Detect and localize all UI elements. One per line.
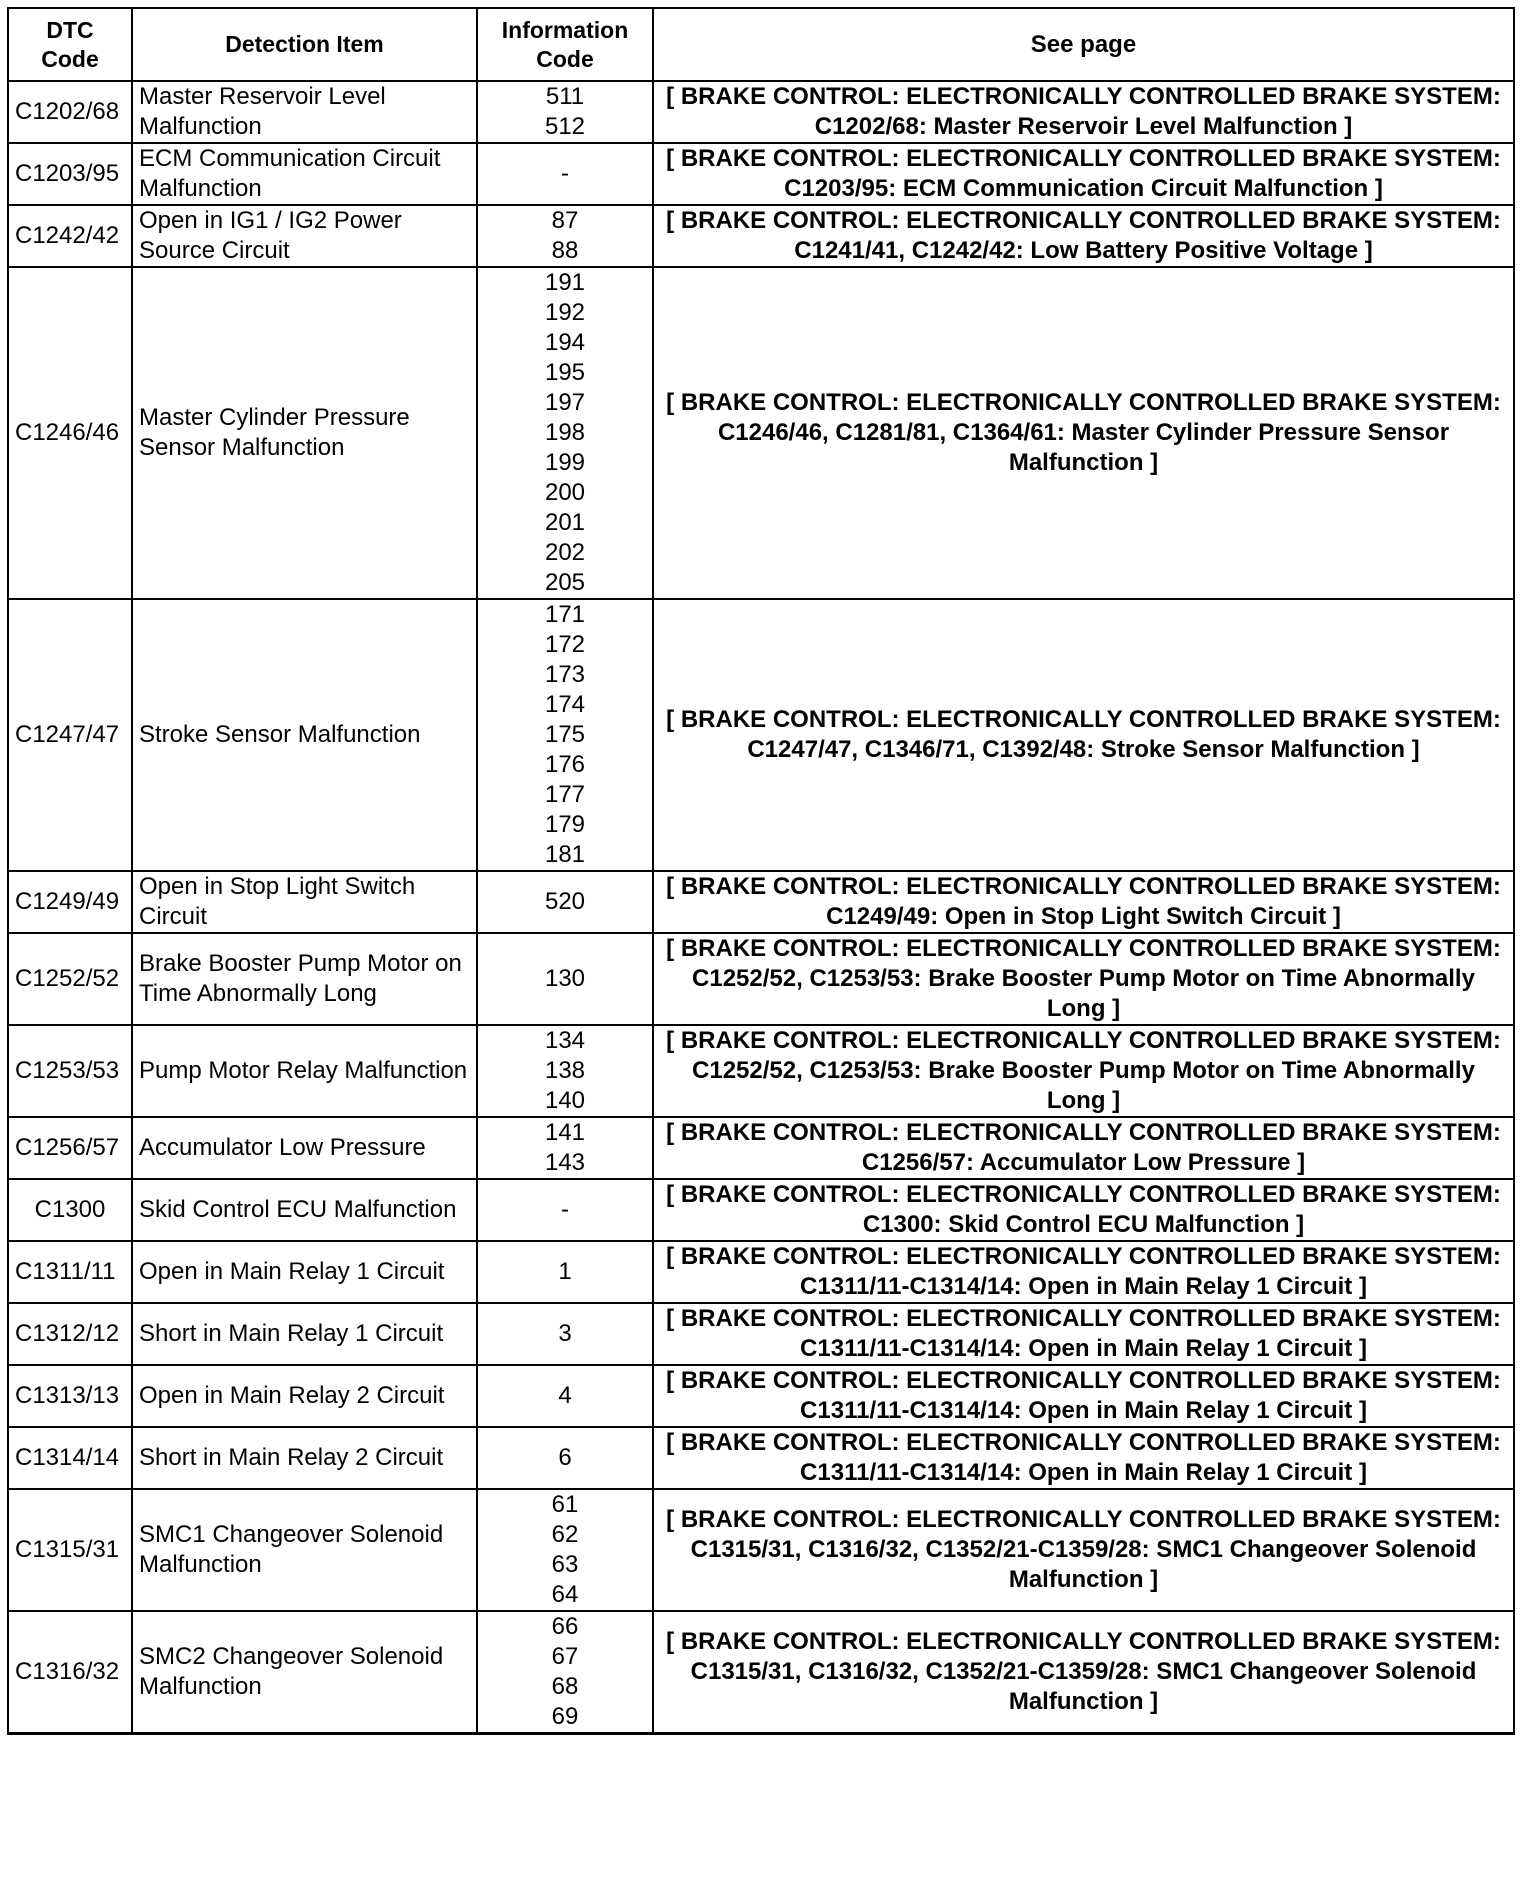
- see-page-cell: [653, 267, 1514, 599]
- information-code-text: 197: [544, 389, 586, 416]
- table-row: [8, 1117, 1514, 1179]
- dtc-code-cell: [8, 1303, 132, 1365]
- header-row: [8, 8, 1514, 81]
- table-row: [8, 81, 1514, 143]
- information-code-cell: [477, 871, 653, 933]
- information-code-text: 61: [551, 1491, 579, 1518]
- detection-item-text: Open in Main Relay 1 Circuit: [139, 1258, 445, 1285]
- see-page-cell: [653, 1117, 1514, 1179]
- dtc-code-cell: [8, 81, 132, 143]
- information-code-text: -: [561, 1196, 569, 1223]
- information-code-text: 177: [544, 781, 586, 808]
- see-page-cell: [653, 1303, 1514, 1365]
- dtc-code-text: C1313/13: [15, 1382, 120, 1409]
- detection-item-text: Master Cylinder Pressure Sensor Malfunction: [139, 404, 410, 461]
- information-code-text: 181: [544, 841, 586, 868]
- dtc-table-page: [7, 7, 1513, 1735]
- dtc-code-text: C1312/12: [15, 1320, 120, 1347]
- dtc-code-cell: [8, 1365, 132, 1427]
- detection-item-cell: [132, 1427, 477, 1489]
- detection-item-cell: [132, 933, 477, 1025]
- header-detection-item-label: Detection Item: [225, 31, 384, 57]
- detection-item-cell: [132, 1365, 477, 1427]
- information-code-cell: [477, 205, 653, 267]
- information-code-text: 520: [544, 888, 586, 915]
- table-header: [8, 8, 1514, 81]
- information-code-cell: [477, 599, 653, 871]
- table-body: [8, 81, 1514, 1734]
- table-row: [8, 933, 1514, 1025]
- information-code-text: 67: [551, 1643, 579, 1670]
- information-code-cell: [477, 1611, 653, 1734]
- dtc-code-text: C1316/32: [15, 1658, 120, 1685]
- see-page-reference: [ BRAKE CONTROL: ELECTRONICALLY CONTROLLED BRAKE SYSTEM: C1256/57: Accumulator Low Pressure ]: [666, 1119, 1501, 1176]
- information-code-text: 140: [544, 1087, 586, 1114]
- information-code-text: 511: [545, 83, 585, 110]
- header-see-page-label: See page: [1030, 31, 1137, 58]
- see-page-cell: [653, 1427, 1514, 1489]
- see-page-cell: [653, 143, 1514, 205]
- detection-item-text: Short in Main Relay 2 Circuit: [139, 1444, 444, 1471]
- dtc-code-text: C1315/31: [15, 1536, 120, 1563]
- table-row: [8, 599, 1514, 871]
- see-page-reference: [ BRAKE CONTROL: ELECTRONICALLY CONTROLLED BRAKE SYSTEM: C1311/11-C1314/14: Open in Main Relay 1 Circuit ]: [666, 1305, 1501, 1362]
- dtc-code-cell: [8, 1489, 132, 1611]
- detection-item-cell: [132, 1611, 477, 1734]
- dtc-code-text: C1242/42: [15, 222, 120, 249]
- header-dtc-code: [8, 8, 132, 81]
- header-see-page: [653, 8, 1514, 81]
- header-dtc-code-label: DTC Code: [41, 16, 99, 72]
- dtc-code-text: C1246/46: [15, 419, 120, 446]
- information-code-text: 202: [544, 539, 586, 566]
- information-code-cell: [477, 81, 653, 143]
- dtc-code-text: C1252/52: [15, 965, 120, 992]
- information-code-text: 172: [544, 631, 586, 658]
- information-code-text: -: [561, 160, 569, 187]
- table-row: [8, 1241, 1514, 1303]
- see-page-cell: [653, 1489, 1514, 1611]
- dtc-code-cell: [8, 1025, 132, 1117]
- information-code-text: 174: [544, 691, 586, 718]
- dtc-code-text: C1247/47: [15, 721, 120, 748]
- table-row: [8, 1489, 1514, 1611]
- dtc-code-cell: [8, 143, 132, 205]
- information-code-text: 191: [544, 269, 586, 296]
- detection-item-cell: [132, 1241, 477, 1303]
- information-code-text: 134: [544, 1027, 586, 1054]
- dtc-code-cell: [8, 267, 132, 599]
- dtc-code-cell: [8, 1611, 132, 1734]
- detection-item-cell: [132, 599, 477, 871]
- information-code-text: 175: [544, 721, 586, 748]
- information-code-text: 130: [544, 965, 586, 992]
- information-code-text: 63: [551, 1551, 579, 1578]
- table-row: [8, 1365, 1514, 1427]
- information-code-text: 198: [544, 419, 586, 446]
- see-page-reference: [ BRAKE CONTROL: ELECTRONICALLY CONTROLLED BRAKE SYSTEM: C1203/95: ECM Communication Circuit Malfunction ]: [666, 145, 1501, 202]
- dtc-code-cell: [8, 205, 132, 267]
- dtc-code-cell: [8, 1117, 132, 1179]
- table-row: [8, 1179, 1514, 1241]
- detection-item-cell: [132, 1489, 477, 1611]
- information-code-text: 512: [544, 113, 586, 140]
- information-code-cell: [477, 143, 653, 205]
- information-code-text: 6: [558, 1444, 572, 1471]
- see-page-cell: [653, 871, 1514, 933]
- table-row: [8, 205, 1514, 267]
- dtc-code-cell: [8, 1241, 132, 1303]
- see-page-reference: [ BRAKE CONTROL: ELECTRONICALLY CONTROLLED BRAKE SYSTEM: C1202/68: Master Reservoir Level Malfunction ]: [666, 83, 1501, 140]
- dtc-code-text: C1256/57: [15, 1134, 120, 1161]
- information-code-text: 66: [551, 1613, 579, 1640]
- information-code-text: 4: [558, 1382, 572, 1409]
- detection-item-cell: [132, 205, 477, 267]
- dtc-code-text: C1249/49: [15, 888, 120, 915]
- information-code-cell: [477, 1117, 653, 1179]
- information-code-text: 1: [558, 1258, 572, 1285]
- information-code-cell: [477, 933, 653, 1025]
- information-code-cell: [477, 1427, 653, 1489]
- information-code-text: 176: [544, 751, 586, 778]
- detection-item-text: Brake Booster Pump Motor on Time Abnormally Long: [139, 950, 462, 1007]
- information-code-text: 173: [544, 661, 586, 688]
- information-code-text: 205: [544, 569, 586, 596]
- dtc-code-cell: [8, 871, 132, 933]
- detection-item-text: Open in Stop Light Switch Circuit: [139, 873, 416, 930]
- detection-item-text: ECM Communication Circuit Malfunction: [139, 145, 441, 202]
- table-row: [8, 1025, 1514, 1117]
- detection-item-text: SMC2 Changeover Solenoid Malfunction: [139, 1643, 444, 1700]
- information-code-text: 64: [551, 1581, 579, 1608]
- information-code-text: 62: [551, 1521, 579, 1548]
- information-code-text: 192: [544, 299, 586, 326]
- see-page-cell: [653, 1179, 1514, 1241]
- header-information-code: [477, 8, 653, 81]
- information-code-cell: [477, 1025, 653, 1117]
- see-page-reference: [ BRAKE CONTROL: ELECTRONICALLY CONTROLLED BRAKE SYSTEM: C1300: Skid Control ECU Malfunction ]: [666, 1181, 1501, 1238]
- detection-item-text: SMC1 Changeover Solenoid Malfunction: [139, 1521, 444, 1578]
- see-page-reference: [ BRAKE CONTROL: ELECTRONICALLY CONTROLLED BRAKE SYSTEM: C1315/31, C1316/32, C1352/21-C1359/28: SMC1 Changeover Solenoid Malfunction ]: [666, 1506, 1501, 1593]
- see-page-cell: [653, 1241, 1514, 1303]
- dtc-code-text: C1314/14: [15, 1444, 120, 1471]
- table-row: [8, 267, 1514, 599]
- see-page-reference: [ BRAKE CONTROL: ELECTRONICALLY CONTROLLED BRAKE SYSTEM: C1311/11-C1314/14: Open in Main Relay 1 Circuit ]: [666, 1243, 1501, 1300]
- information-code-text: 141: [544, 1119, 586, 1146]
- dtc-code-cell: [8, 933, 132, 1025]
- detection-item-cell: [132, 143, 477, 205]
- detection-item-cell: [132, 81, 477, 143]
- dtc-table: [7, 7, 1515, 1735]
- information-code-cell: [477, 1365, 653, 1427]
- see-page-cell: [653, 599, 1514, 871]
- detection-item-text: Accumulator Low Pressure: [139, 1134, 426, 1161]
- detection-item-text: Stroke Sensor Malfunction: [139, 721, 421, 748]
- information-code-cell: [477, 267, 653, 599]
- see-page-reference: [ BRAKE CONTROL: ELECTRONICALLY CONTROLLED BRAKE SYSTEM: C1252/52, C1253/53: Brake Booster Pump Motor on Time Abnormally Long ]: [666, 1027, 1501, 1114]
- information-code-text: 68: [551, 1673, 579, 1700]
- see-page-reference: [ BRAKE CONTROL: ELECTRONICALLY CONTROLLED BRAKE SYSTEM: C1246/46, C1281/81, C1364/61: Master Cylinder Pressure Sensor Malfunction ]: [666, 389, 1501, 476]
- information-code-text: 3: [558, 1320, 572, 1347]
- dtc-code-cell: [8, 1427, 132, 1489]
- information-code-text: 138: [544, 1057, 586, 1084]
- detection-item-cell: [132, 1025, 477, 1117]
- detection-item-cell: [132, 1179, 477, 1241]
- see-page-reference: [ BRAKE CONTROL: ELECTRONICALLY CONTROLLED BRAKE SYSTEM: C1311/11-C1314/14: Open in Main Relay 1 Circuit ]: [666, 1429, 1501, 1486]
- information-code-text: 199: [544, 449, 586, 476]
- see-page-reference: [ BRAKE CONTROL: ELECTRONICALLY CONTROLLED BRAKE SYSTEM: C1315/31, C1316/32, C1352/21-C1359/28: SMC1 Changeover Solenoid Malfunction ]: [666, 1628, 1501, 1715]
- dtc-code-text: C1311/11: [15, 1258, 116, 1285]
- detection-item-cell: [132, 871, 477, 933]
- see-page-cell: [653, 1025, 1514, 1117]
- detection-item-cell: [132, 267, 477, 599]
- see-page-cell: [653, 81, 1514, 143]
- information-code-text: 87: [551, 207, 579, 234]
- detection-item-text: Pump Motor Relay Malfunction: [139, 1057, 468, 1084]
- see-page-cell: [653, 205, 1514, 267]
- dtc-code-text: C1253/53: [15, 1057, 120, 1084]
- see-page-cell: [653, 933, 1514, 1025]
- table-row: [8, 1611, 1514, 1734]
- information-code-cell: [477, 1303, 653, 1365]
- header-detection-item: [132, 8, 477, 81]
- dtc-code-text: C1202/68: [15, 98, 120, 125]
- table-row: [8, 1427, 1514, 1489]
- see-page-reference: [ BRAKE CONTROL: ELECTRONICALLY CONTROLLED BRAKE SYSTEM: C1241/41, C1242/42: Low Battery Positive Voltage ]: [666, 207, 1501, 264]
- information-code-text: 195: [544, 359, 586, 386]
- see-page-cell: [653, 1365, 1514, 1427]
- dtc-code-text: C1203/95: [15, 160, 120, 187]
- detection-item-text: Short in Main Relay 1 Circuit: [139, 1320, 444, 1347]
- detection-item-text: Open in Main Relay 2 Circuit: [139, 1382, 445, 1409]
- information-code-cell: [477, 1179, 653, 1241]
- information-code-cell: [477, 1241, 653, 1303]
- information-code-text: 88: [551, 237, 579, 264]
- dtc-code-text: C1300: [34, 1196, 106, 1223]
- detection-item-text: Master Reservoir Level Malfunction: [139, 83, 386, 140]
- information-code-text: 179: [544, 811, 586, 838]
- see-page-reference: [ BRAKE CONTROL: ELECTRONICALLY CONTROLLED BRAKE SYSTEM: C1252/52, C1253/53: Brake Booster Pump Motor on Time Abnormally Long ]: [666, 935, 1501, 1022]
- information-code-text: 69: [551, 1703, 579, 1730]
- table-row: [8, 143, 1514, 205]
- information-code-text: 201: [544, 509, 586, 536]
- detection-item-text: Skid Control ECU Malfunction: [139, 1196, 457, 1223]
- information-code-text: 194: [544, 329, 586, 356]
- detection-item-cell: [132, 1303, 477, 1365]
- table-row: [8, 871, 1514, 933]
- header-information-code-label: Information Code: [501, 16, 629, 72]
- information-code-text: 200: [544, 479, 586, 506]
- information-code-cell: [477, 1489, 653, 1611]
- see-page-reference: [ BRAKE CONTROL: ELECTRONICALLY CONTROLLED BRAKE SYSTEM: C1249/49: Open in Stop Light Switch Circuit ]: [666, 873, 1501, 930]
- dtc-code-cell: [8, 1179, 132, 1241]
- information-code-text: 143: [544, 1149, 586, 1176]
- table-row: [8, 1303, 1514, 1365]
- information-code-text: 171: [544, 601, 586, 628]
- detection-item-text: Open in IG1 / IG2 Power Source Circuit: [139, 207, 402, 264]
- see-page-reference: [ BRAKE CONTROL: ELECTRONICALLY CONTROLLED BRAKE SYSTEM: C1247/47, C1346/71, C1392/48: Stroke Sensor Malfunction ]: [666, 706, 1501, 763]
- dtc-code-cell: [8, 599, 132, 871]
- detection-item-cell: [132, 1117, 477, 1179]
- see-page-reference: [ BRAKE CONTROL: ELECTRONICALLY CONTROLLED BRAKE SYSTEM: C1311/11-C1314/14: Open in Main Relay 1 Circuit ]: [666, 1367, 1501, 1424]
- see-page-cell: [653, 1611, 1514, 1734]
